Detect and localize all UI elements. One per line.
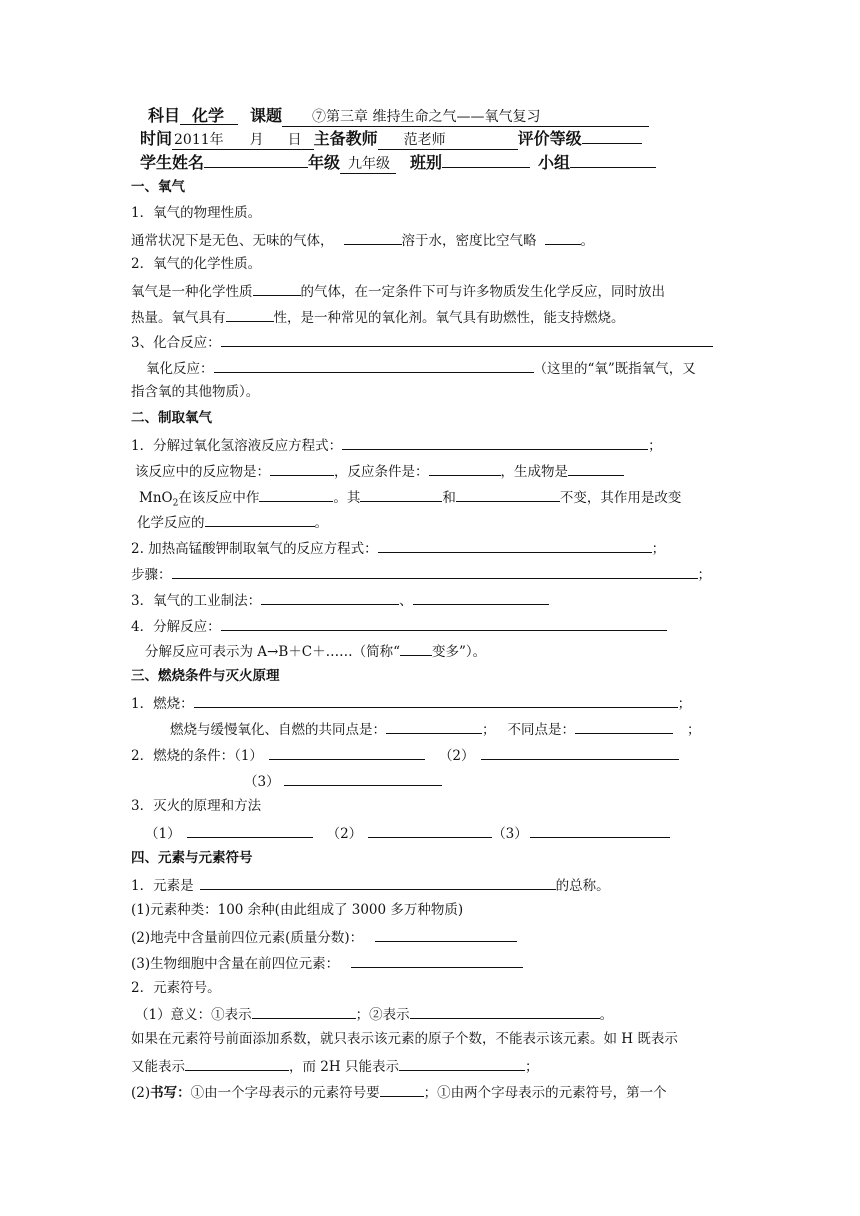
s4-l1b: 的总称。 [555, 878, 610, 894]
s3-blank-cond2[interactable] [481, 744, 679, 760]
s2-l6b: ； [697, 567, 711, 583]
eval-blank[interactable] [582, 128, 642, 144]
header-time-row [140, 128, 642, 150]
s4-blank-2h-meaning[interactable] [399, 1055, 525, 1071]
s2-l3c: 。其 [333, 490, 361, 506]
s3-l2d: ； [687, 722, 701, 738]
s2-line9 [145, 640, 486, 662]
group-blank[interactable] [570, 152, 656, 168]
s2-l6a: 步骤： [131, 567, 172, 583]
s3-l3a: 2．燃烧的条件：（1） [131, 748, 263, 764]
s1-line4 [131, 280, 665, 302]
s1-l5a: 热量。氧气具有 [131, 310, 226, 326]
section-prepare-title: 二、制取氧气 [131, 410, 212, 426]
s3-l1a: 1．燃烧： [131, 696, 194, 712]
s2-blank-product[interactable] [568, 460, 624, 476]
s2-blank-steps[interactable] [172, 563, 698, 579]
s4-blank-meaning2[interactable] [410, 1003, 600, 1019]
s2-l3e: 不变，其作用是改变 [559, 490, 682, 506]
s3-line6 [145, 822, 670, 844]
s1-line3: 2．氧气的化学性质。 [131, 256, 262, 272]
s1-blank-oxidizing[interactable] [226, 306, 274, 322]
s2-l3b: 在该反应中作 [178, 490, 260, 506]
s2-l9b: 变多”）。 [432, 644, 487, 660]
s3-l2a: 燃烧与缓慢氧化、自燃的共同点是： [170, 722, 386, 738]
s4-line1 [131, 874, 610, 896]
header-subject-row [148, 106, 649, 127]
s2-line6 [131, 563, 711, 585]
s4-blank-h-meaning[interactable] [185, 1055, 289, 1071]
student-name-blank[interactable] [204, 152, 308, 168]
s4-line9 [131, 1081, 667, 1103]
s2-line7 [131, 589, 549, 611]
topic-label: 课题 [250, 106, 283, 125]
s4-l8b: ，而 2H 只能表示 [289, 1059, 399, 1075]
s4-l1a: 1．元素是 [131, 878, 194, 894]
s2-l2c: ，生成物是 [500, 464, 568, 480]
s2-l7b: 、 [399, 593, 413, 609]
s1-l7a: 氧化反应： [146, 361, 214, 377]
s4-blank-cell[interactable] [351, 952, 523, 968]
s4-blank-crust[interactable] [375, 926, 517, 942]
s2-blank-h2o2-equation[interactable] [342, 434, 648, 450]
s1-l2c: 。 [580, 233, 594, 249]
s2-l3a: MnO [139, 490, 173, 506]
s4-l9d: ；①由两个字母表示的元素符号，第一个 [423, 1085, 667, 1101]
s2-l5b: ； [651, 541, 666, 557]
s2-blank-unchanged1[interactable] [360, 486, 442, 502]
student-label: 学生姓名 [140, 153, 205, 172]
s4-line6 [135, 1003, 613, 1025]
s2-l9a: 分解反应可表示为 A→B＋C＋……（简称“ [145, 644, 401, 660]
time-label: 时间 [140, 129, 173, 148]
s2-l4b: 。 [314, 515, 328, 531]
s1-l6: 3、化合反应： [131, 335, 221, 351]
s3-blank-combustion[interactable] [194, 692, 678, 708]
s2-blank-industrial1[interactable] [261, 589, 399, 605]
s4-line8 [131, 1055, 538, 1077]
grade-value: 九年级 [340, 156, 396, 174]
s2-line4 [137, 511, 328, 533]
s1-line5 [131, 306, 625, 328]
s2-blank-kmno4-equation[interactable] [378, 537, 652, 553]
section-oxygen-title: 一、氧气 [131, 179, 185, 195]
s2-l2b: ，反应条件是： [334, 464, 429, 480]
s3-blank-difference[interactable] [575, 718, 673, 734]
s1-line7 [146, 357, 696, 379]
topic-value: ⑦第三章 维持生命之气——氧气复习 [282, 109, 648, 127]
s1-l5b: 性，是一种常见的氧化剂。氧气具有助燃性，能支持燃烧。 [273, 310, 625, 326]
s4-l6a: （1）意义：①表示 [135, 1007, 252, 1023]
section-combustion-title: 三、燃烧条件与灭火原理 [131, 668, 280, 684]
s3-blank-cond3[interactable] [284, 770, 442, 786]
s3-l6c: （3） [492, 826, 528, 842]
s2-line8 [131, 615, 667, 637]
s4-l3a: (2)地壳中含量前四位元素(质量分数)： [131, 930, 364, 946]
s1-line6 [131, 331, 713, 353]
time-year: 2011年 [174, 132, 224, 148]
s4-line5: 2．元素符号。 [131, 980, 221, 996]
s3-line2 [170, 718, 701, 740]
s2-line2 [135, 460, 624, 482]
s2-blank-one-to-many[interactable] [400, 640, 432, 656]
group-label: 小组 [538, 153, 571, 172]
s2-l7a: 3．氧气的工业制法： [131, 593, 262, 609]
grade-label: 年级 [308, 153, 341, 172]
s2-l1b: ； [648, 438, 662, 454]
s3-l6b: （2） [326, 826, 363, 842]
s2-l8a: 4．分解反应： [131, 619, 221, 635]
s3-l2b: ； [482, 722, 496, 738]
s1-line1: 1．氧气的物理性质。 [131, 205, 262, 221]
s4-l9b: 书写： [150, 1085, 191, 1101]
s3-line1 [131, 692, 691, 714]
s3-l4a: （3） [244, 774, 280, 790]
class-label: 班别 [410, 153, 443, 172]
teacher-value: 范老师 [378, 132, 518, 150]
s1-l7b: （这里的“氧”既指氧气，又 [533, 361, 696, 377]
s2-line1 [131, 434, 662, 456]
section-element-title: 四、元素与元素符号 [131, 850, 253, 866]
s2-blank-unchanged2[interactable] [456, 486, 560, 502]
s1-line2 [131, 229, 594, 251]
s3-blank-method3[interactable] [530, 822, 670, 838]
s1-blank-property[interactable] [253, 280, 301, 296]
s4-line4 [131, 952, 523, 974]
s2-line5 [131, 537, 665, 559]
subject-label: 科目 [148, 106, 181, 125]
s3-blank-method1[interactable] [187, 822, 313, 838]
s2-l5a: 2. 加热高锰酸钾制取氧气的反应方程式： [131, 541, 378, 557]
s2-blank-reactant[interactable] [270, 460, 334, 476]
s2-blank-role[interactable] [259, 486, 333, 502]
s3-l1b: ； [677, 696, 692, 712]
s1-blank-solubility[interactable] [344, 229, 402, 245]
s1-line8: 指含氧的其他物质）。 [131, 384, 260, 400]
time-day: 日 [287, 132, 302, 148]
s4-l6b: ；②表示 [355, 1007, 410, 1023]
class-blank[interactable] [442, 152, 530, 168]
s1-l2a: 通常状况下是无色、无味的气体， [131, 233, 334, 249]
s2-line3 [139, 486, 681, 514]
s1-l2b: 溶于水，密度比空气略 [401, 233, 537, 249]
eval-label: 评价等级 [517, 129, 582, 148]
s4-l8c: ； [524, 1059, 539, 1075]
s4-l9a: (2) [131, 1085, 151, 1101]
s1-blank-combination[interactable] [221, 331, 713, 347]
s2-l3sub: 2 [172, 498, 179, 509]
s4-blank-meaning1[interactable] [252, 1003, 356, 1019]
s4-line7: 如果在元素符号前面添加系数，就只表示该元素的原子个数，不能表示该元素。如 H 既表示 [131, 1031, 678, 1047]
s4-blank-element-def[interactable] [200, 874, 556, 890]
s1-l4a: 氧气是一种化学性质 [131, 284, 253, 300]
s4-blank-writing[interactable] [380, 1081, 424, 1097]
s3-l3b: （2） [438, 748, 475, 764]
s1-l4b: 的气体，在一定条件下可与许多物质发生化学反应，同时放出 [300, 284, 665, 300]
s1-blank-density[interactable] [545, 229, 581, 245]
header-student-row [140, 152, 656, 174]
s2-l3d: 和 [442, 490, 456, 506]
time-month: 月 [249, 132, 264, 148]
s3-l2c: 不同点是： [507, 722, 575, 738]
s4-line3 [131, 926, 517, 948]
s4-l6c: 。 [599, 1007, 614, 1023]
s1-blank-oxidation[interactable] [214, 357, 534, 373]
s3-l6a: （1） [145, 826, 181, 842]
subject-value: 化学 [180, 107, 238, 125]
teacher-label: 主备教师 [313, 129, 378, 148]
s3-line3 [131, 744, 679, 766]
s4-l9c: ①由一个字母表示的元素符号要 [190, 1085, 380, 1101]
s2-l2a: 该反应中的反应物是： [135, 464, 270, 480]
s3-line4 [244, 770, 442, 792]
s2-blank-decomposition[interactable] [221, 615, 667, 631]
s3-blank-method2[interactable] [368, 822, 492, 838]
s2-l4a: 化学反应的 [137, 515, 205, 531]
s2-blank-rate[interactable] [205, 511, 315, 527]
s2-blank-industrial2[interactable] [413, 589, 549, 605]
s2-blank-condition[interactable] [429, 460, 501, 476]
s4-l8a: 又能表示 [131, 1059, 185, 1075]
s3-line5: 3．灭火的原理和方法 [131, 798, 262, 814]
s4-line2: (1)元素种类：100 余种(由此组成了 3000 多万种物质) [131, 902, 464, 918]
s2-l1a: 1．分解过氧化氢溶液反应方程式： [131, 438, 343, 454]
s4-l4a: (3)生物细胞中含量在前四位元素： [131, 956, 340, 972]
s3-blank-cond1[interactable] [269, 744, 425, 760]
s3-blank-common[interactable] [386, 718, 482, 734]
